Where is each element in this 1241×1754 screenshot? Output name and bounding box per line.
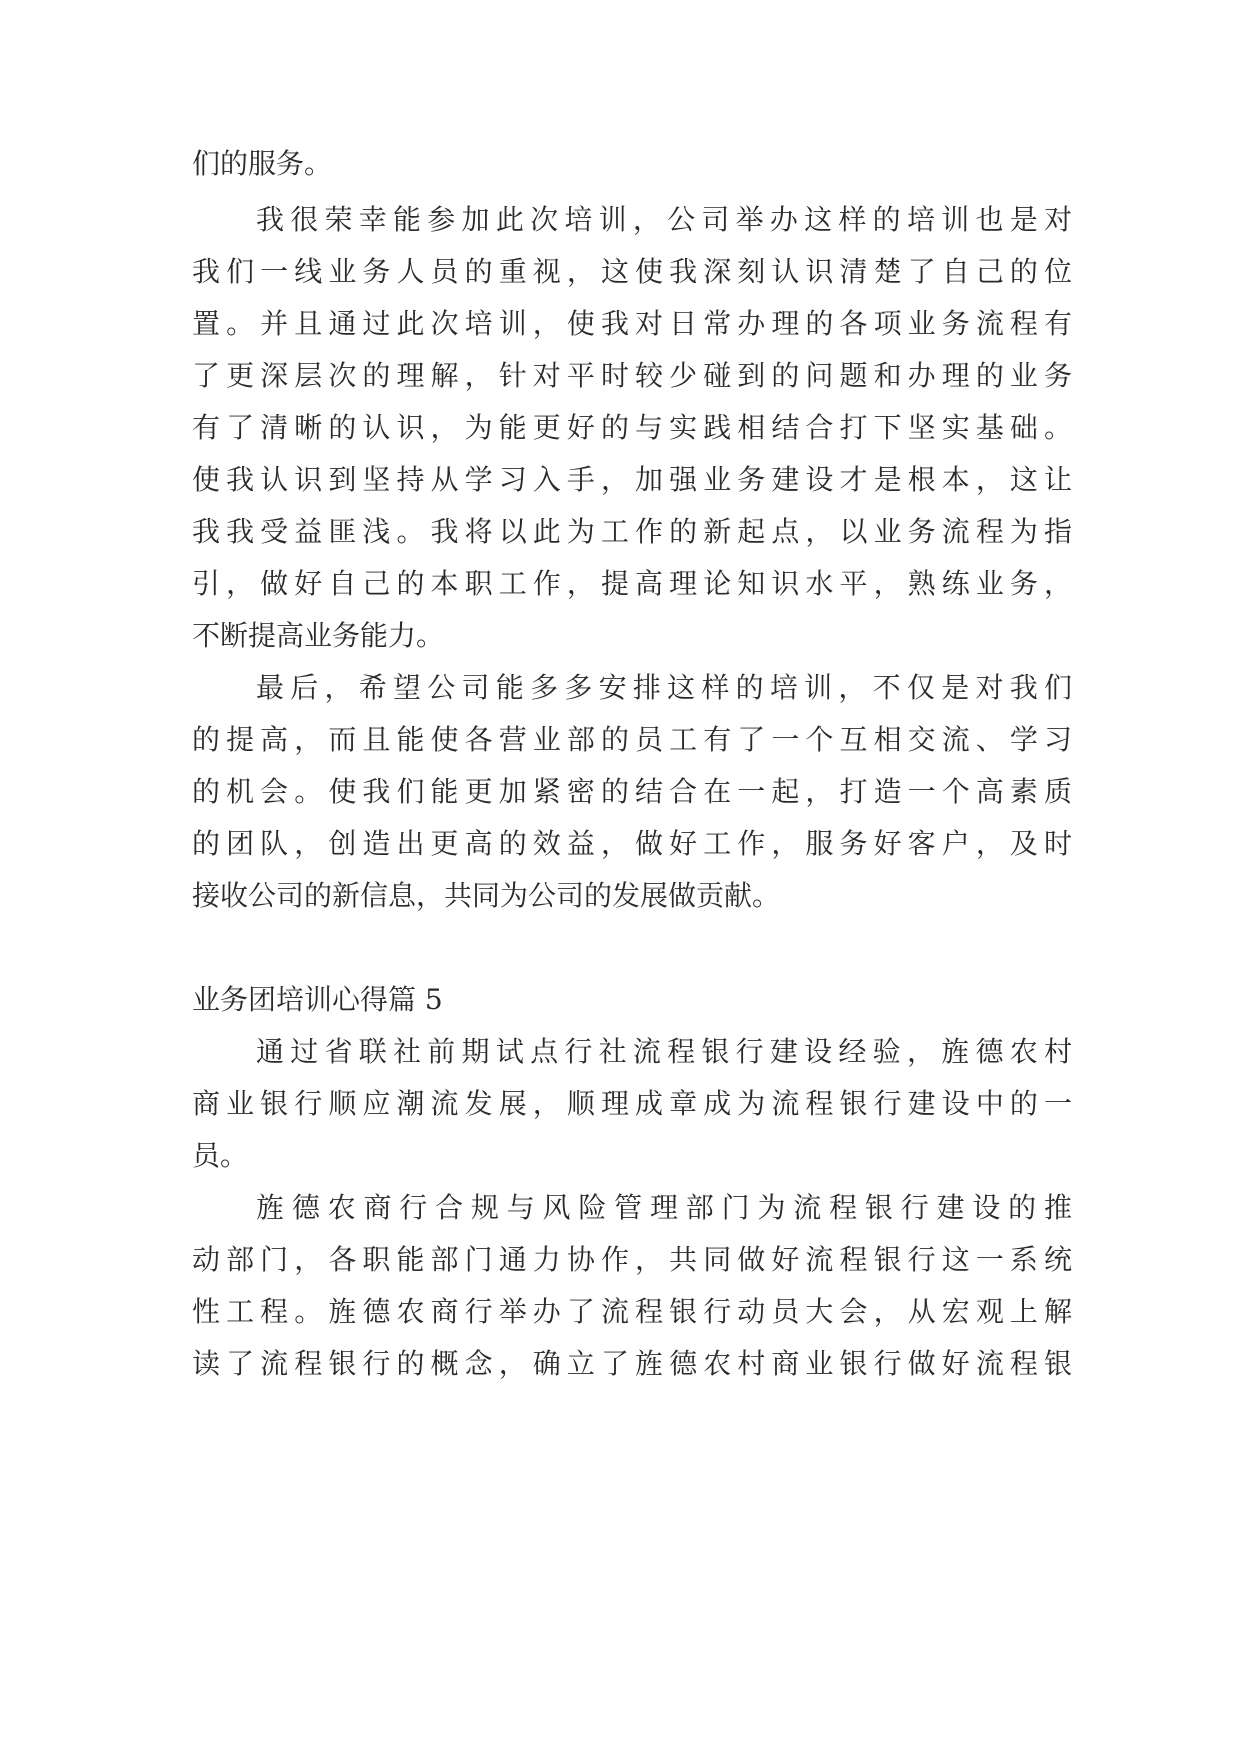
paragraph-5-line-3: 性工程。旌德农商行举办了流程银行动员大会，从宏观上解	[192, 1295, 1072, 1328]
paragraph-2-line-9: 不断提高业务能力。	[192, 619, 445, 652]
section-heading: 业务团培训心得篇 5	[192, 983, 443, 1016]
paragraph-2-line-7: 我我受益匪浅。我将以此为工作的新起点，以业务流程为指	[192, 515, 1072, 548]
paragraph-2-line-3: 置。并且通过此次培训，使我对日常办理的各项业务流程有	[192, 307, 1072, 340]
paragraph-2-line-5: 有了清晰的认识，为能更好的与实践相结合打下坚实基础。	[192, 411, 1072, 444]
paragraph-3-line-4: 的团队，创造出更高的效益，做好工作，服务好客户，及时	[192, 827, 1072, 860]
paragraph-5-line-1: 旌德农商行合规与风险管理部门为流程银行建设的推	[256, 1191, 1072, 1224]
paragraph-3-line-1: 最后，希望公司能多多安排这样的培训，不仅是对我们	[256, 671, 1072, 704]
paragraph-4-line-2: 商业银行顺应潮流发展，顺理成章成为流程银行建设中的一	[192, 1087, 1072, 1120]
paragraph-3-line-2: 的提高，而且能使各营业部的员工有了一个互相交流、学习	[192, 723, 1072, 756]
paragraph-3-line-3: 的机会。使我们能更加紧密的结合在一起，打造一个高素质	[192, 775, 1072, 808]
paragraph-5-line-4: 读了流程银行的概念，确立了旌德农村商业银行做好流程银	[192, 1347, 1072, 1380]
paragraph-1-line-1: 们的服务。	[192, 147, 333, 180]
paragraph-3-line-5: 接收公司的新信息，共同为公司的发展做贡献。	[192, 879, 781, 912]
paragraph-2-line-6: 使我认识到坚持从学习入手，加强业务建设才是根本，这让	[192, 463, 1072, 496]
paragraph-4-line-3: 员。	[192, 1139, 249, 1172]
paragraph-4-line-1: 通过省联社前期试点行社流程银行建设经验，旌德农村	[256, 1035, 1072, 1068]
paragraph-5-line-2: 动部门，各职能部门通力协作，共同做好流程银行这一系统	[192, 1243, 1072, 1276]
paragraph-2-line-8: 引，做好自己的本职工作，提高理论知识水平，熟练业务，	[192, 567, 1072, 600]
paragraph-2-line-1: 我很荣幸能参加此次培训，公司举办这样的培训也是对	[256, 203, 1072, 236]
paragraph-2-line-2: 我们一线业务人员的重视，这使我深刻认识清楚了自己的位	[192, 255, 1072, 288]
paragraph-2-line-4: 了更深层次的理解，针对平时较少碰到的问题和办理的业务	[192, 359, 1072, 392]
